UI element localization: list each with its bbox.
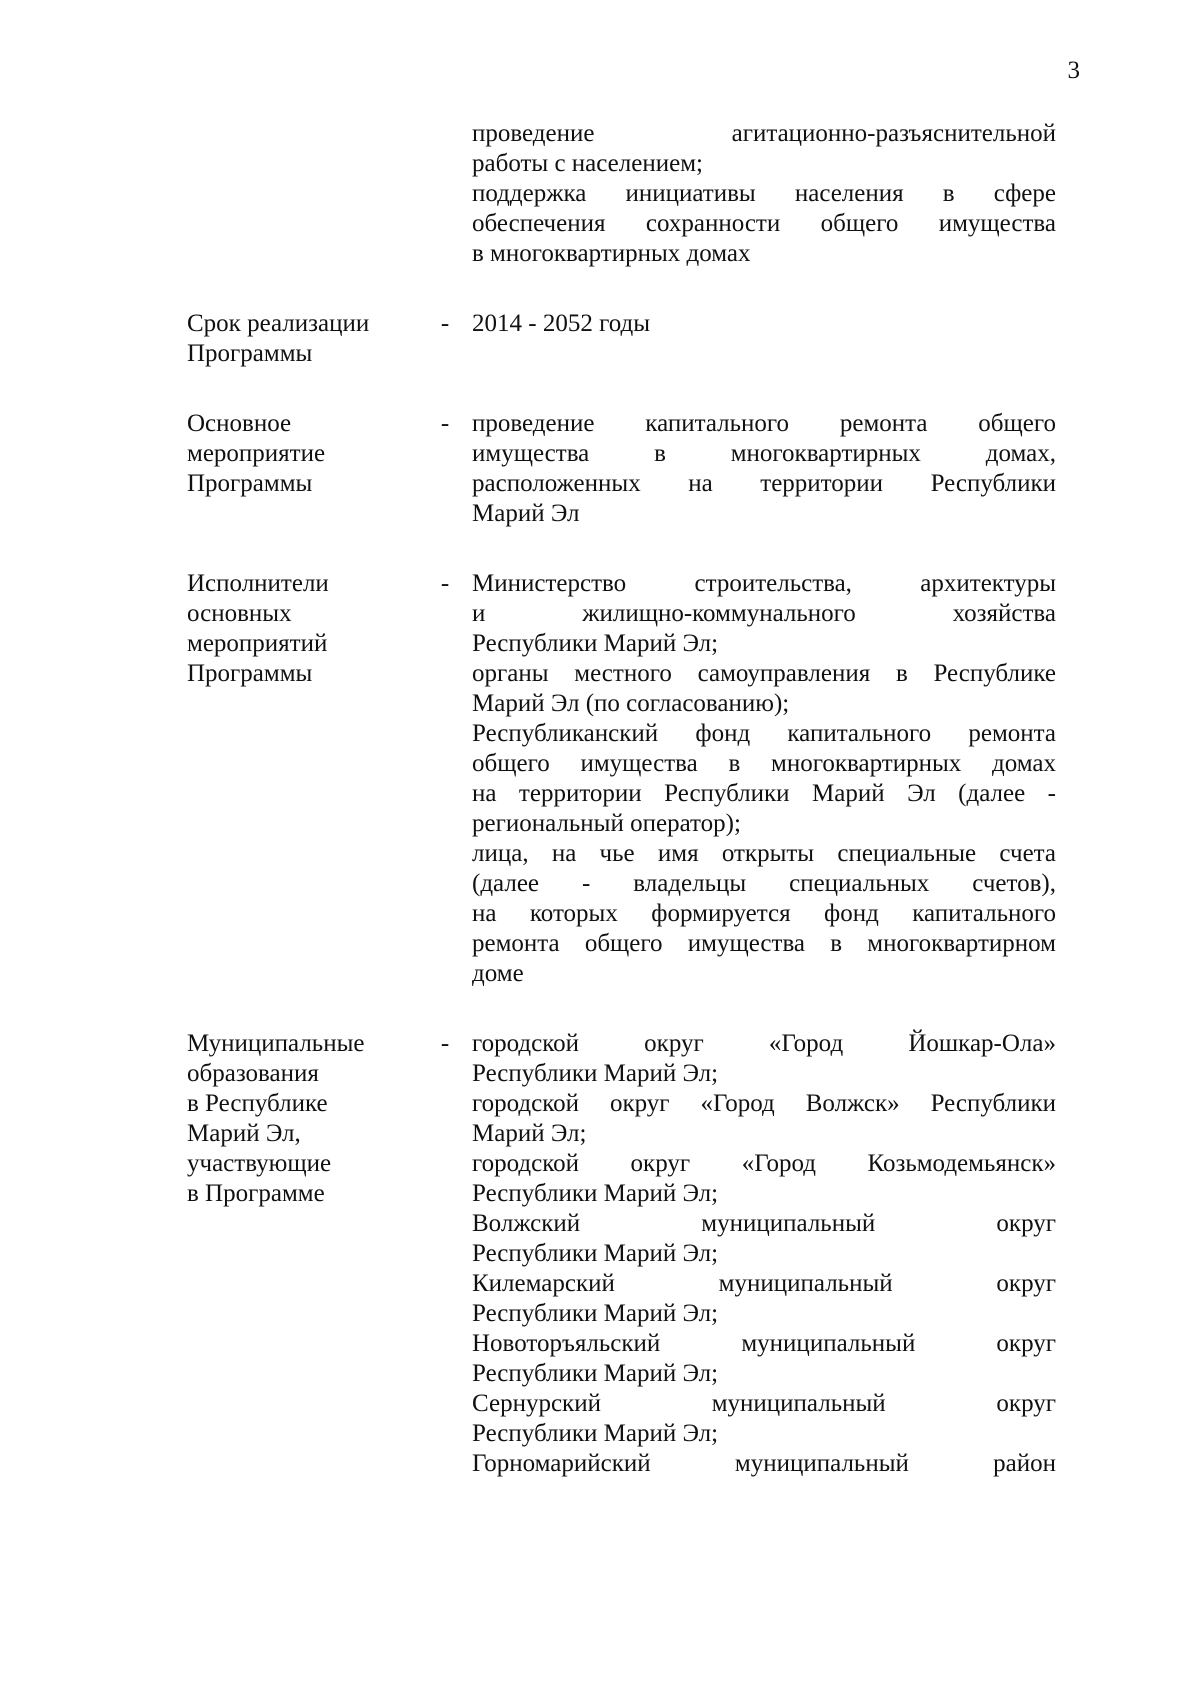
row-value [472,409,1056,529]
label-line: Программы [187,340,313,367]
row-municipalities [0,1029,1200,1479]
label-line: мероприятие [187,440,326,467]
row-label [187,1029,427,1209]
row-label [187,409,427,499]
row-dash: - [440,410,450,437]
value-line: доме [472,960,524,987]
value-line: лица, на чье имя открыты специальные счета [472,840,1056,867]
value-line: Марий Эл; [472,1120,587,1147]
label-line: образования [187,1060,319,1087]
value-line: ремонта общего имущества в многоквартирном [472,930,1056,957]
value-line: региональный оператор); [472,810,741,837]
label-line: мероприятий [187,630,328,657]
page-number: 3 [1067,57,1080,84]
value-line: органы местного самоуправления в Республике [472,660,1056,687]
label-line: в Программе [187,1180,325,1207]
text-line: работы с населением; [472,150,703,177]
label-line: участвующие [187,1150,332,1177]
continuation-text [472,119,1056,269]
value-line: городской округ «Город Волжск» Республики [472,1090,1056,1117]
row-label [187,569,427,689]
label-line: Исполнители [187,570,329,597]
value-line: Республики Марий Эл; [472,1240,719,1267]
row-value [472,1029,1056,1479]
value-line: Марий Эл [472,500,580,527]
value-line: Республики Марий Эл; [472,630,719,657]
row-value [472,569,1056,989]
value-line: Республики Марий Эл; [472,1060,719,1087]
value-line: расположенных на территории Республики [472,470,1056,497]
row-implementation-period [0,309,1200,369]
value-line: имущества в многоквартирных домах, [472,440,1056,467]
value-line: Министерство строительства, архитектуры [472,570,1056,597]
continuation-block [0,119,1200,269]
value-line: Сернурский муниципальный округ [472,1390,1056,1417]
row-dash: - [440,1030,450,1057]
label-line: Марий Эл, [187,1120,301,1147]
row-main-activity [0,409,1200,529]
value-line: 2014 - 2052 годы [472,310,651,337]
value-line: и жилищно-коммунального хозяйства [472,600,1056,627]
row-label [187,309,427,369]
row-executors [0,569,1200,989]
value-line: Республиканский фонд капитального ремонта [472,720,1056,747]
value-line: Килемарский муниципальный округ [472,1270,1056,1297]
value-line: Республики Марий Эл; [472,1180,719,1207]
text-line: в многоквартирных домах [472,240,751,267]
text-line: поддержка инициативы населения в сфере [472,180,1056,207]
text-line: обеспечения сохранности общего имущества [472,210,1056,237]
label-line: Основное [187,410,292,437]
document-body [0,119,1200,1479]
value-line: Республики Марий Эл; [472,1360,719,1387]
value-line: Волжский муниципальный округ [472,1210,1056,1237]
row-dash: - [440,310,450,337]
text-line: проведение агитационно-разъяснительной [472,120,1056,147]
value-line: на которых формируется фонд капитального [472,900,1056,927]
row-value [472,309,1056,369]
label-line: Муниципальные [187,1030,365,1057]
value-line: Республики Марий Эл; [472,1420,719,1447]
row-dash: - [440,570,450,597]
label-line: в Республике [187,1090,328,1117]
value-line: Марий Эл (по согласованию); [472,690,790,717]
value-line: Новоторъяльский муниципальный округ [472,1330,1056,1357]
value-line: (далее - владельцы специальных счетов), [472,870,1056,897]
label-line: основных [187,600,292,627]
label-line: Программы [187,660,313,687]
value-line: общего имущества в многоквартирных домах [472,750,1056,777]
value-line: на территории Республики Марий Эл (далее - [472,780,1056,807]
value-line: городской округ «Город Йошкар-Ола» [472,1030,1056,1057]
value-line: проведение капитального ремонта общего [472,410,1056,437]
label-line: Срок реализации [187,310,370,337]
value-line: Республики Марий Эл; [472,1300,719,1327]
label-line: Программы [187,470,313,497]
value-line: городской округ «Город Козьмодемьянск» [472,1150,1056,1177]
value-line: Горномарийский муниципальный район [472,1450,1056,1477]
